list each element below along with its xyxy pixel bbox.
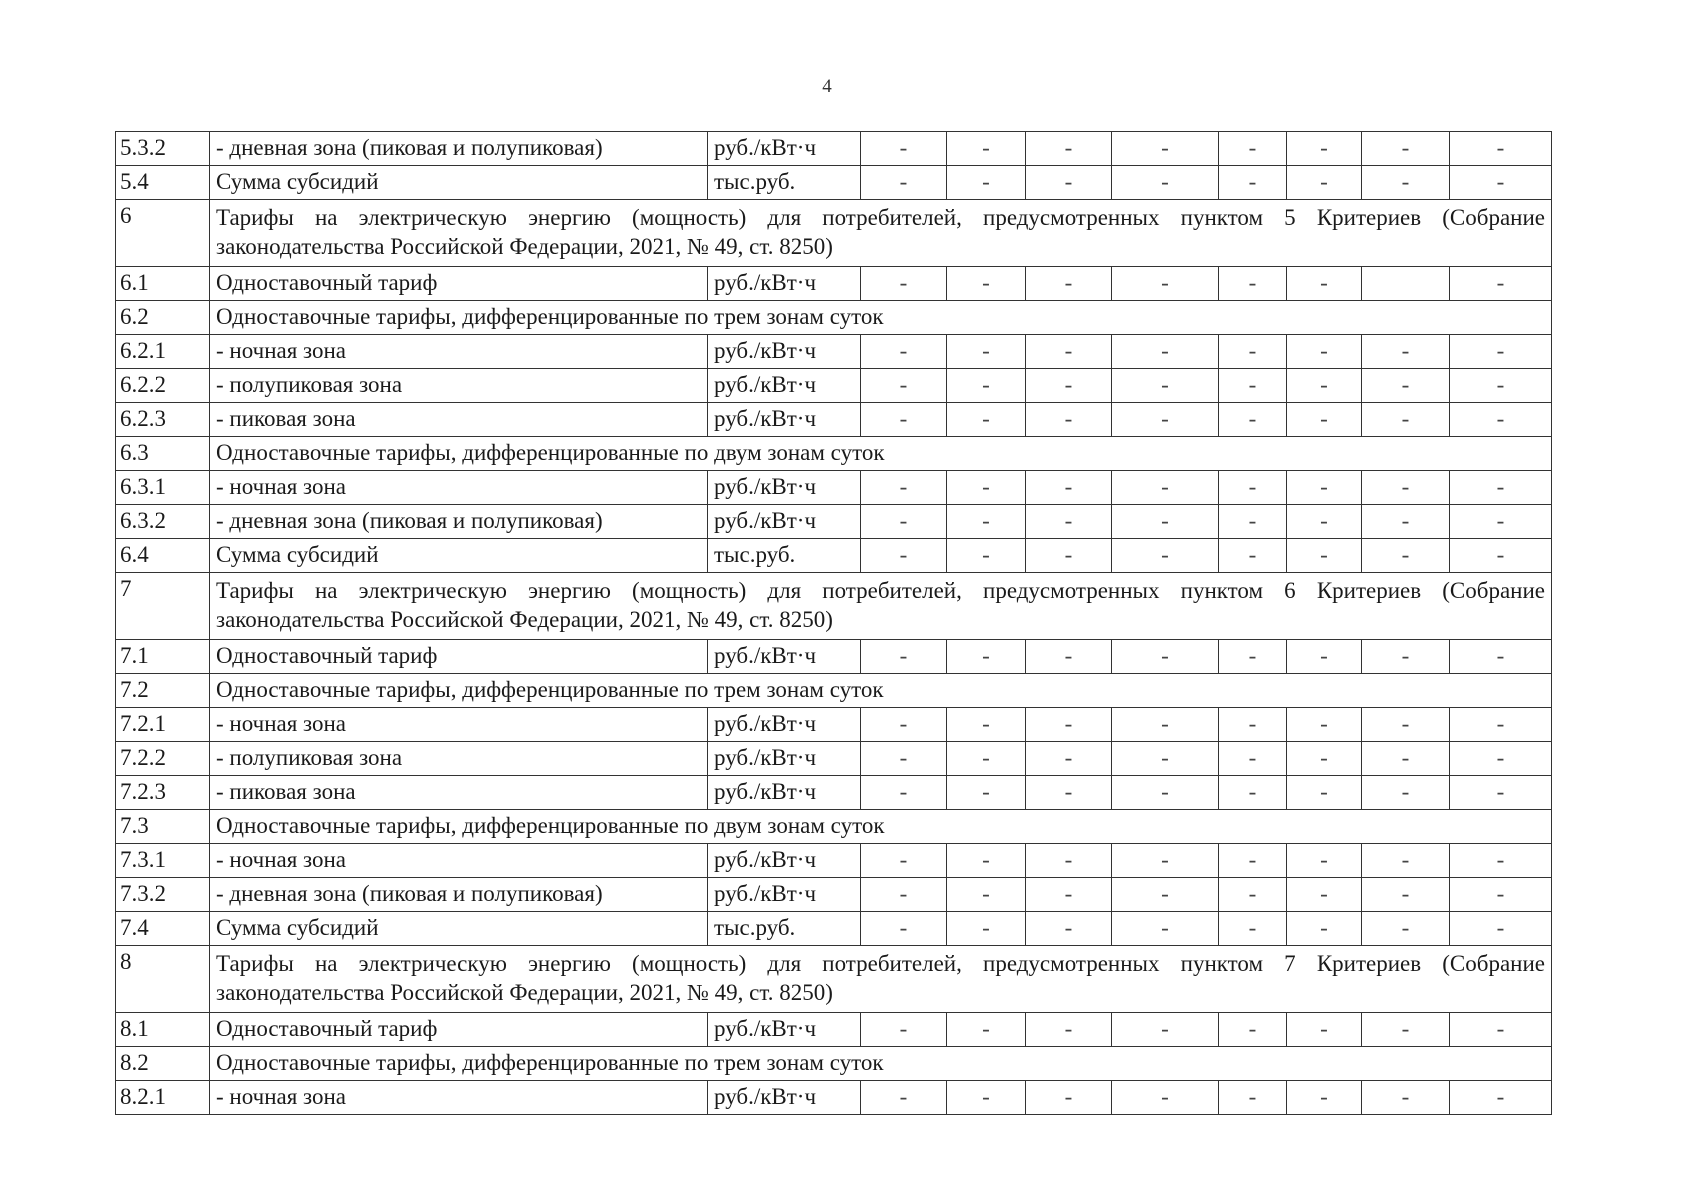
- value-cell: -: [1026, 878, 1112, 912]
- row-code: 6.2.2: [116, 369, 210, 403]
- value-cell: -: [1287, 403, 1362, 437]
- value-cell: -: [1112, 1081, 1219, 1115]
- value-cell: -: [1026, 1013, 1112, 1047]
- row-code: 5.3.2: [116, 132, 210, 166]
- value-cell: -: [1026, 267, 1112, 301]
- value-cell: -: [1450, 912, 1552, 946]
- value-cell: -: [1026, 844, 1112, 878]
- value-cell: -: [1026, 539, 1112, 573]
- value-cell: -: [1287, 505, 1362, 539]
- row-code: 7.2: [116, 674, 210, 708]
- value-cell: -: [1450, 403, 1552, 437]
- value-cell: -: [1219, 132, 1287, 166]
- row-unit: руб./кВт·ч: [708, 708, 861, 742]
- value-cell: -: [861, 132, 947, 166]
- row-code: 6.3.1: [116, 471, 210, 505]
- value-cell: -: [1026, 403, 1112, 437]
- table-row: [116, 335, 1552, 369]
- row-unit: руб./кВт·ч: [708, 776, 861, 810]
- value-cell: -: [1112, 403, 1219, 437]
- table-row: [116, 539, 1552, 573]
- row-label: Одноставочные тарифы, дифференцированные по трем зонам суток: [210, 1047, 1552, 1081]
- value-cell: -: [947, 335, 1026, 369]
- value-cell: -: [947, 1013, 1026, 1047]
- row-code: 6.1: [116, 267, 210, 301]
- value-cell: -: [861, 912, 947, 946]
- table-row: [116, 403, 1552, 437]
- value-cell: -: [1450, 776, 1552, 810]
- value-cell: -: [947, 776, 1026, 810]
- value-cell: -: [1219, 335, 1287, 369]
- value-cell: -: [1362, 539, 1450, 573]
- value-cell: -: [1219, 640, 1287, 674]
- tariff-table: [115, 131, 1552, 1115]
- value-cell: -: [1112, 267, 1219, 301]
- row-code: 8.1: [116, 1013, 210, 1047]
- value-cell: -: [1026, 776, 1112, 810]
- row-code: 8.2.1: [116, 1081, 210, 1115]
- row-label: - ночная зона: [210, 844, 708, 878]
- value-cell: -: [947, 505, 1026, 539]
- table-row: [116, 1081, 1552, 1115]
- value-cell: -: [1450, 166, 1552, 200]
- value-cell: -: [1362, 844, 1450, 878]
- row-code: 6.2: [116, 301, 210, 335]
- value-cell: -: [1112, 844, 1219, 878]
- value-cell: -: [1450, 878, 1552, 912]
- row-code: 7.3.2: [116, 878, 210, 912]
- value-cell: -: [1112, 742, 1219, 776]
- table-body: [116, 132, 1552, 1115]
- value-cell: -: [1287, 166, 1362, 200]
- value-cell: -: [861, 505, 947, 539]
- row-label: Тарифы на электрическую энергию (мощность) для потребителей, предусмотренных пунктом 6 Критериев (Собрание законодательства Российской Федерации, 2021, № 49, ст. 8250): [210, 573, 1552, 640]
- value-cell: -: [861, 844, 947, 878]
- value-cell: -: [1219, 166, 1287, 200]
- value-cell: -: [1112, 640, 1219, 674]
- value-cell: -: [1362, 403, 1450, 437]
- row-unit: руб./кВт·ч: [708, 267, 861, 301]
- row-code: 6.3: [116, 437, 210, 471]
- row-unit: руб./кВт·ч: [708, 403, 861, 437]
- value-cell: -: [947, 369, 1026, 403]
- row-unit: руб./кВт·ч: [708, 471, 861, 505]
- value-cell: -: [1450, 1013, 1552, 1047]
- value-cell: -: [947, 878, 1026, 912]
- value-cell: -: [947, 539, 1026, 573]
- value-cell: -: [1287, 742, 1362, 776]
- row-unit: тыс.руб.: [708, 539, 861, 573]
- value-cell: -: [861, 403, 947, 437]
- value-cell: -: [1450, 132, 1552, 166]
- value-cell: -: [1450, 369, 1552, 403]
- row-label: - ночная зона: [210, 335, 708, 369]
- value-cell: -: [1362, 1081, 1450, 1115]
- table-row: [116, 267, 1552, 301]
- row-label: Одноставочные тарифы, дифференцированные по двум зонам суток: [210, 437, 1552, 471]
- value-cell: -: [1219, 1081, 1287, 1115]
- value-cell: -: [1112, 132, 1219, 166]
- value-cell: -: [1362, 335, 1450, 369]
- value-cell: -: [1362, 878, 1450, 912]
- row-unit: руб./кВт·ч: [708, 640, 861, 674]
- value-cell: -: [947, 471, 1026, 505]
- value-cell: -: [1287, 1013, 1362, 1047]
- value-cell: -: [1219, 708, 1287, 742]
- value-cell: -: [1362, 505, 1450, 539]
- value-cell: -: [1450, 335, 1552, 369]
- value-cell: -: [947, 708, 1026, 742]
- value-cell: -: [1026, 708, 1112, 742]
- value-cell: -: [1026, 166, 1112, 200]
- table-row: [116, 132, 1552, 166]
- row-label: - дневная зона (пиковая и полупиковая): [210, 132, 708, 166]
- table-row: [116, 166, 1552, 200]
- value-cell: -: [1026, 912, 1112, 946]
- value-cell: -: [947, 132, 1026, 166]
- row-label: - пиковая зона: [210, 776, 708, 810]
- row-unit: руб./кВт·ч: [708, 742, 861, 776]
- row-label: Одноставочный тариф: [210, 267, 708, 301]
- value-cell: -: [1219, 267, 1287, 301]
- value-cell: -: [947, 844, 1026, 878]
- value-cell: -: [1219, 505, 1287, 539]
- table-row: [116, 505, 1552, 539]
- value-cell: -: [1287, 1081, 1362, 1115]
- row-unit: тыс.руб.: [708, 166, 861, 200]
- value-cell: -: [1450, 539, 1552, 573]
- value-cell: -: [1026, 369, 1112, 403]
- value-cell: -: [1450, 640, 1552, 674]
- row-unit: руб./кВт·ч: [708, 369, 861, 403]
- value-cell: -: [1362, 708, 1450, 742]
- value-cell: -: [1112, 912, 1219, 946]
- value-cell: -: [1362, 1013, 1450, 1047]
- value-cell: -: [861, 539, 947, 573]
- value-cell: -: [1287, 708, 1362, 742]
- row-code: 7.4: [116, 912, 210, 946]
- value-cell: -: [1287, 912, 1362, 946]
- value-cell: -: [861, 166, 947, 200]
- table-row: [116, 1013, 1552, 1047]
- value-cell: -: [1362, 132, 1450, 166]
- value-cell: -: [861, 708, 947, 742]
- value-cell: -: [1362, 640, 1450, 674]
- value-cell: -: [1112, 369, 1219, 403]
- table-row: [116, 946, 1552, 1013]
- value-cell: -: [1026, 471, 1112, 505]
- table-row: [116, 200, 1552, 267]
- value-cell: -: [1219, 742, 1287, 776]
- value-cell: -: [1219, 878, 1287, 912]
- row-code: 7.3.1: [116, 844, 210, 878]
- value-cell: -: [1450, 267, 1552, 301]
- value-cell: -: [1362, 471, 1450, 505]
- row-label: Одноставочные тарифы, дифференцированные по трем зонам суток: [210, 674, 1552, 708]
- table-row: [116, 878, 1552, 912]
- row-label: Одноставочный тариф: [210, 1013, 708, 1047]
- row-label: Сумма субсидий: [210, 166, 708, 200]
- value-cell: -: [1219, 912, 1287, 946]
- row-unit: руб./кВт·ч: [708, 505, 861, 539]
- value-cell: -: [861, 878, 947, 912]
- value-cell: -: [1112, 878, 1219, 912]
- row-unit: руб./кВт·ч: [708, 335, 861, 369]
- value-cell: -: [947, 742, 1026, 776]
- row-unit: руб./кВт·ч: [708, 1081, 861, 1115]
- row-code: 6.2.3: [116, 403, 210, 437]
- row-code: 6.4: [116, 539, 210, 573]
- value-cell: -: [1026, 1081, 1112, 1115]
- row-label: - дневная зона (пиковая и полупиковая): [210, 505, 708, 539]
- value-cell: -: [1219, 369, 1287, 403]
- value-cell: -: [1362, 776, 1450, 810]
- table-row: [116, 912, 1552, 946]
- table-row: [116, 573, 1552, 640]
- row-code: 7.2.2: [116, 742, 210, 776]
- page-number: 4: [822, 76, 832, 97]
- value-cell: -: [1287, 844, 1362, 878]
- value-cell: -: [1112, 708, 1219, 742]
- table-row: [116, 776, 1552, 810]
- table-row: [116, 708, 1552, 742]
- value-cell: -: [1112, 471, 1219, 505]
- value-cell: -: [1219, 776, 1287, 810]
- value-cell: -: [1362, 742, 1450, 776]
- value-cell: -: [947, 912, 1026, 946]
- value-cell: -: [861, 335, 947, 369]
- row-code: 6.2.1: [116, 335, 210, 369]
- value-cell: -: [1026, 742, 1112, 776]
- value-cell: -: [1219, 471, 1287, 505]
- value-cell: -: [861, 1081, 947, 1115]
- value-cell: -: [1450, 505, 1552, 539]
- value-cell: -: [1112, 539, 1219, 573]
- row-code: 7.3: [116, 810, 210, 844]
- row-code: 7: [116, 573, 210, 640]
- value-cell: -: [1450, 1081, 1552, 1115]
- value-cell: -: [1362, 369, 1450, 403]
- value-cell: -: [1450, 844, 1552, 878]
- value-cell: -: [947, 166, 1026, 200]
- value-cell: -: [1362, 166, 1450, 200]
- table-row: [116, 471, 1552, 505]
- table-row: [116, 369, 1552, 403]
- value-cell: -: [947, 640, 1026, 674]
- row-label: Сумма субсидий: [210, 539, 708, 573]
- table-row: [116, 674, 1552, 708]
- table-row: [116, 640, 1552, 674]
- row-label: Одноставочный тариф: [210, 640, 708, 674]
- value-cell: -: [861, 640, 947, 674]
- value-cell: -: [1450, 708, 1552, 742]
- value-cell: -: [1112, 166, 1219, 200]
- value-cell: -: [1026, 505, 1112, 539]
- row-label: - ночная зона: [210, 708, 708, 742]
- value-cell: -: [1287, 267, 1362, 301]
- row-unit: руб./кВт·ч: [708, 878, 861, 912]
- row-code: 6.3.2: [116, 505, 210, 539]
- row-code: 8: [116, 946, 210, 1013]
- row-label: - полупиковая зона: [210, 742, 708, 776]
- table-row: [116, 742, 1552, 776]
- value-cell: -: [1026, 132, 1112, 166]
- value-cell: -: [1287, 878, 1362, 912]
- row-label: - пиковая зона: [210, 403, 708, 437]
- value-cell: -: [1219, 539, 1287, 573]
- value-cell: -: [861, 742, 947, 776]
- value-cell: -: [1450, 471, 1552, 505]
- row-unit: тыс.руб.: [708, 912, 861, 946]
- value-cell: -: [1287, 335, 1362, 369]
- value-cell: -: [861, 267, 947, 301]
- table-row: [116, 1047, 1552, 1081]
- value-cell: -: [1287, 132, 1362, 166]
- value-cell: -: [1112, 335, 1219, 369]
- value-cell: -: [1450, 742, 1552, 776]
- row-label: Тарифы на электрическую энергию (мощность) для потребителей, предусмотренных пунктом 5 Критериев (Собрание законодательства Российской Федерации, 2021, № 49, ст. 8250): [210, 200, 1552, 267]
- value-cell: -: [1219, 1013, 1287, 1047]
- value-cell: -: [1112, 1013, 1219, 1047]
- row-code: 7.2.3: [116, 776, 210, 810]
- row-label: - дневная зона (пиковая и полупиковая): [210, 878, 708, 912]
- table-row: [116, 810, 1552, 844]
- row-code: 7.1: [116, 640, 210, 674]
- value-cell: -: [1219, 844, 1287, 878]
- table-row: [116, 844, 1552, 878]
- value-cell: -: [1287, 471, 1362, 505]
- value-cell: -: [947, 267, 1026, 301]
- value-cell: -: [1112, 776, 1219, 810]
- value-cell: -: [947, 403, 1026, 437]
- value-cell: -: [861, 1013, 947, 1047]
- value-cell: -: [947, 1081, 1026, 1115]
- row-unit: руб./кВт·ч: [708, 132, 861, 166]
- row-label: Одноставочные тарифы, дифференцированные по двум зонам суток: [210, 810, 1552, 844]
- row-label: Сумма субсидий: [210, 912, 708, 946]
- row-code: 6: [116, 200, 210, 267]
- value-cell: -: [1026, 640, 1112, 674]
- row-unit: руб./кВт·ч: [708, 1013, 861, 1047]
- row-code: 7.2.1: [116, 708, 210, 742]
- table-row: [116, 437, 1552, 471]
- row-label: - ночная зона: [210, 1081, 708, 1115]
- value-cell: -: [861, 369, 947, 403]
- value-cell: -: [1219, 403, 1287, 437]
- value-cell: -: [861, 471, 947, 505]
- value-cell: -: [1112, 505, 1219, 539]
- value-cell: -: [1287, 640, 1362, 674]
- row-label: - полупиковая зона: [210, 369, 708, 403]
- value-cell: -: [861, 776, 947, 810]
- value-cell: -: [1287, 539, 1362, 573]
- value-cell: -: [1026, 335, 1112, 369]
- value-cell: -: [1287, 776, 1362, 810]
- row-code: 5.4: [116, 166, 210, 200]
- row-label: Тарифы на электрическую энергию (мощность) для потребителей, предусмотренных пунктом 7 Критериев (Собрание законодательства Российской Федерации, 2021, № 49, ст. 8250): [210, 946, 1552, 1013]
- value-cell: -: [1287, 369, 1362, 403]
- value-cell: [1362, 267, 1450, 301]
- row-label: - ночная зона: [210, 471, 708, 505]
- row-unit: руб./кВт·ч: [708, 844, 861, 878]
- value-cell: -: [1362, 912, 1450, 946]
- table-row: [116, 301, 1552, 335]
- row-code: 8.2: [116, 1047, 210, 1081]
- row-label: Одноставочные тарифы, дифференцированные по трем зонам суток: [210, 301, 1552, 335]
